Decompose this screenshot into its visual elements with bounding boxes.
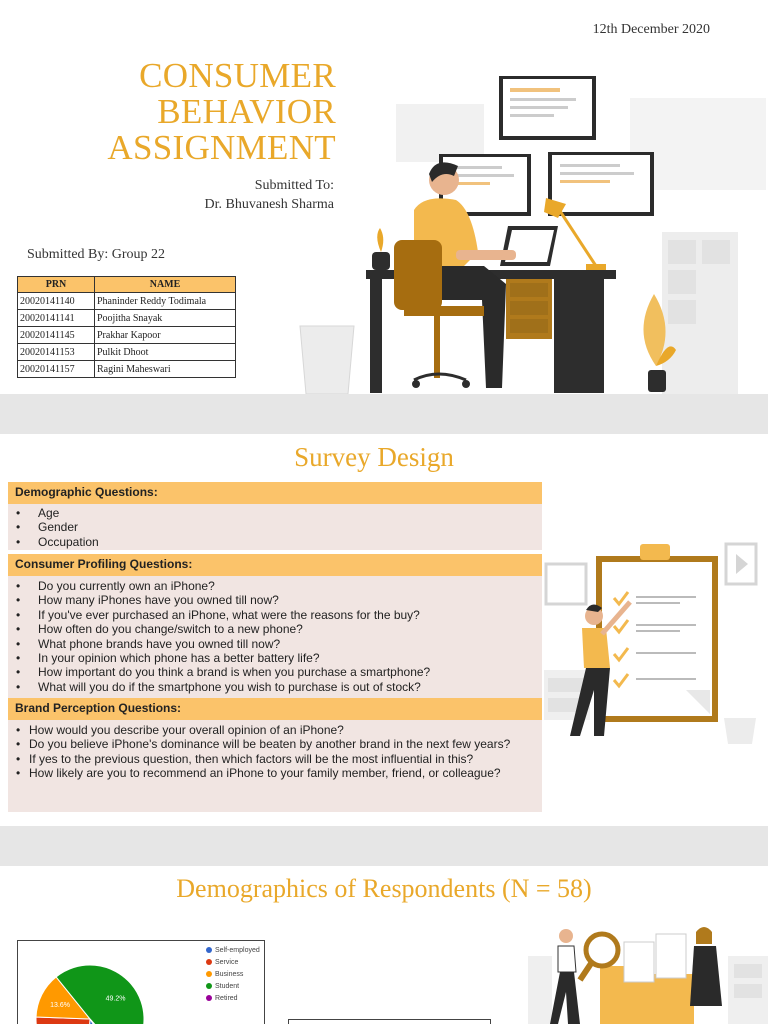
date-label: 12th December 2020 xyxy=(592,22,710,37)
table-row xyxy=(18,293,236,310)
legend-label: Student xyxy=(215,983,240,990)
slide-divider xyxy=(0,394,768,434)
section-heading: Brand Perception Questions: xyxy=(8,698,542,720)
title-line: ASSIGNMENT xyxy=(107,128,336,167)
column-header: PRN xyxy=(18,277,95,293)
submitted-to-label: Submitted To: xyxy=(254,178,334,193)
section-heading: Demographic Questions: xyxy=(8,482,542,504)
title-line: BEHAVIOR xyxy=(157,92,336,131)
legend-swatch xyxy=(206,995,212,1001)
name-cell: Pulkit Dhoot xyxy=(95,344,236,361)
name-cell: Prakhar Kapoor xyxy=(95,327,236,344)
list-item: • If you've ever purchased an iPhone, what were the reasons for the buy? xyxy=(16,608,534,622)
members-table xyxy=(17,276,236,378)
list-item: • Occupation xyxy=(16,535,534,549)
pie-chart xyxy=(18,941,198,1024)
section-body xyxy=(8,720,542,812)
submitted-to-name: Dr. Bhuvanesh Sharma xyxy=(204,197,334,212)
list-item: • In your opinion which phone has a better battery life? xyxy=(16,651,534,665)
title-line: CONSUMER xyxy=(139,56,336,95)
office-illustration xyxy=(296,70,768,394)
slide-divider xyxy=(0,826,768,866)
legend-label: Retired xyxy=(215,995,238,1002)
chart-legend xyxy=(206,945,260,1005)
table-row xyxy=(18,361,236,378)
chart-frame xyxy=(288,1019,491,1024)
list-item: • How many iPhones have you owned till now? xyxy=(16,593,534,607)
list-item: • Do you currently own an iPhone? xyxy=(16,579,534,593)
list-item: • What phone brands have you owned till now? xyxy=(16,637,534,651)
legend-entry xyxy=(206,957,260,969)
folder-illustration xyxy=(528,922,768,1024)
survey-title: Survey Design xyxy=(294,442,454,472)
legend-swatch xyxy=(206,959,212,965)
section-heading: Consumer Profiling Questions: xyxy=(8,554,542,576)
name-cell: Poojitha Snayak xyxy=(95,310,236,327)
legend-label: Self-employed xyxy=(215,947,260,954)
submitted-by: Submitted By: Group 22 xyxy=(27,247,166,262)
cover-slide xyxy=(0,0,768,394)
legend-entry xyxy=(206,993,260,1005)
list-item: • How often do you change/switch to a new phone? xyxy=(16,622,534,636)
legend-entry xyxy=(206,969,260,981)
table-row xyxy=(18,310,236,327)
column-header: NAME xyxy=(95,277,236,293)
prn-cell: 20020141153 xyxy=(18,344,95,361)
legend-swatch xyxy=(206,983,212,989)
prn-cell: 20020141140 xyxy=(18,293,95,310)
demographic-section xyxy=(8,482,542,550)
consumer-profiling-section xyxy=(8,554,542,698)
list-item: • If yes to the previous question, then which factors will be the most influential in this? xyxy=(16,752,512,766)
list-item: • Gender xyxy=(16,520,534,534)
list-item: • How important do you think a brand is when you purchase a smartphone? xyxy=(16,665,534,679)
section-body xyxy=(8,576,542,698)
list-item: • How likely are you to recommend an iPhone to your family member, friend, or colleague? xyxy=(16,766,512,780)
prn-cell: 20020141145 xyxy=(18,327,95,344)
pie-data-label: 49.2% xyxy=(105,995,126,1003)
legend-swatch xyxy=(206,971,212,977)
legend-label: Service xyxy=(215,959,239,966)
legend-label: Business xyxy=(215,971,244,978)
checklist-illustration xyxy=(544,540,766,754)
list-item: • Age xyxy=(16,506,534,520)
table-row xyxy=(18,327,236,344)
pie-data-label: 13.6% xyxy=(50,1001,71,1009)
survey-slide xyxy=(0,434,768,826)
table-row xyxy=(18,344,236,361)
occupation-chart xyxy=(17,940,265,1024)
legend-swatch xyxy=(206,947,212,953)
name-cell: Ragini Maheswari xyxy=(95,361,236,378)
list-item: • How would you describe your overall opinion of an iPhone? xyxy=(16,723,512,737)
prn-cell: 20020141141 xyxy=(18,310,95,327)
demographics-title: Demographics of Respondents (N = 58) xyxy=(176,874,592,903)
legend-entry xyxy=(206,981,260,993)
demographics-slide xyxy=(0,866,768,1024)
section-body xyxy=(8,504,542,550)
list-item: • Do you believe iPhone's dominance will be beaten by another brand in the next few years? xyxy=(16,737,512,751)
legend-entry xyxy=(206,945,260,957)
brand-perception-section xyxy=(8,698,542,812)
prn-cell: 20020141157 xyxy=(18,361,95,378)
name-cell: Phaninder Reddy Todimala xyxy=(95,293,236,310)
list-item: • What will you do if the smartphone you wish to purchase is out of stock? xyxy=(16,680,534,694)
table-header-row xyxy=(18,277,236,293)
